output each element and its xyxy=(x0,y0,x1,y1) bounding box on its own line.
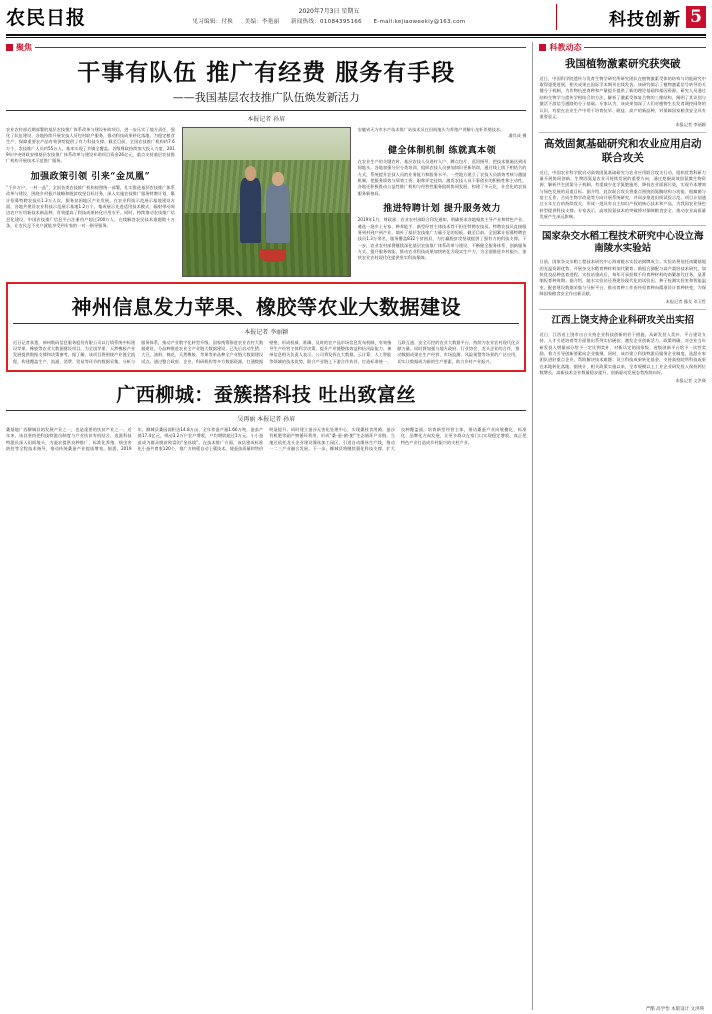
section-header xyxy=(556,4,706,30)
feature-byline: 本报记者 李丽颖 xyxy=(244,328,289,336)
third-byline: 吴再丽 本报记者 孙眉 xyxy=(237,416,296,424)
news-title: 高效固氮基础研究和农业应用启动联合攻关 xyxy=(543,138,702,164)
third-headline: 广西柳城：蚕簇搭科技 吐出致富丝 xyxy=(116,384,417,407)
news-byline: 本报记者 李丽颖 xyxy=(675,122,706,128)
news-body: 近日，江西省上饶市出台支持企业科技创新的若干措施，从研发投入奖补、平台建设支持、人才引进培育等方面推出系列实招硬招，激发企业创新活力。政策明确，对企业当年研发投入增量部分给予一定比例奖补，对新认定的国家级、省级创新平台给予一次性奖励，着力引导创新要素向企业集聚。同时，该市建立科技特派员服务企业制度，选派专家团队进驻重点企业，帮助解决技术难题；设立科技成果转化基金，支持高校院所科技成果在本地转化落地。据统计，相关政策实施以来，全市规模以上工业企业研发投入保持两位数增长，高新技术企业数量稳步提升，创新驱动发展态势持续向好。 xyxy=(539,331,706,376)
right-column xyxy=(532,42,706,1010)
news-title: 国家杂交水稻工程技术研究中心设立海南陵水实验站 xyxy=(541,230,704,254)
section-title: 科技创新 xyxy=(609,9,681,30)
news-body: 近日，中国农业科学院启动高效固氮基础研究与农业应用联合攻关行动，组织优势科研力量开展协同创新。生物固氮是农业可持续发展的重要方向，通过挖掘高效固氮微生物资源、解析共生固氮分子机制，有望减少化学氮肥施用，降低农业面源污染，实现节本增效与绿色发展的双重目标。据介绍，此次联合攻关将重点围绕固氮酶结构与功能、根瘤菌与宿主互作、合成生物学改造等方向开展系统研究，并同步推进田间试验示范。项目计划通过五年左右的持续攻关，形成一批具有自主知识产权的核心技术和产品，为我国农业绿色转型提供科技支撑。专家表示，高效固氮技术的突破将对保障粮食安全、推动农业高质量发展产生深远影响。 xyxy=(539,169,706,220)
square-marker-icon xyxy=(539,44,546,51)
left-column xyxy=(6,42,526,1010)
news-body: 日前，国家杂交水稻工程技术研究中心海南陵水实验站揭牌成立。实验站将依托南繁基地的光温资源优势，开展杂交水稻育种材料加代繁育、新组合测配与高产栽培技术研究，加快优良品种选育进程。实验站建成后，每年可承担数千份育种材料的南繁加代任务，显著缩短育种周期。据介绍，陵水实验站还将建设现代化的试验田、种子检测实验室和智能温室，配套建设数据采集与分析平台，推动育种工作由经验育种向精准设计育种转变，为保障国家粮食安全作出新贡献。 xyxy=(539,259,706,297)
lead-subtitle-2: 健全体制机制 练就真本领 xyxy=(387,145,497,156)
photo-person-left xyxy=(240,178,262,243)
photo-red-basin xyxy=(260,249,287,262)
news-body: 近日，中国科学院遗传与发育生物学研究所研究团队在植物激素受体的结构与功能研究中取得重要进展，相关成果在国际学术期刊在线发表。该研究揭示了植物激素信号转导的关键分子机制，为作物抗逆育种和产量提升提供了新的理论基础和基因资源。研究人员通过结构生物学与遗传学相结合的方法，解析了激素受体复合物的三维结构，阐明了其识别与激活下游信号通路的分子基础。专家认为，该成果加深了人们对植物生长发育调控网络的认识，有望在农业生产中用于培育抗旱、耐盐、高产的新品种，对保障国家粮食安全具有重要意义。 xyxy=(539,75,706,119)
news-column-header xyxy=(539,42,706,53)
divider xyxy=(539,225,706,226)
lead-paragraph-2: “千乡万户、一村一品”，全国各类农技推广机构按照统一部署，扎实推进基层农技推广体系改革与建设，围绕乡村振兴战略和脱贫攻坚目标任务，深入实施农技推广服务特聘计划，累计招募特聘农技员1.3万人次，服务贫困地区产业发展。在农业科技示范展示基地建设方面，各地共建设农业科技示范展示基地1.2万个，集成展示先进适用技术模式，辐射带动周边农户应用新技术新品种，有效提高了科技成果转化应用水平。同时，持续推动农技推广信息化建设，中国农技推广信息平台注册用户超过200万人，在线解答农民技术难题数十万条，让农民足不出户就能享受到专家的一对一指导服务。 xyxy=(6,184,175,229)
lead-headline: 干事有队伍 推广有经费 服务有手段 xyxy=(77,59,456,86)
news-label: 科教动态 xyxy=(549,43,582,52)
divider xyxy=(539,132,706,133)
focus-label: 聚焦 xyxy=(16,43,32,52)
feature-body xyxy=(13,340,519,366)
news-item xyxy=(539,231,706,306)
divider xyxy=(584,47,706,48)
page-body xyxy=(0,38,712,1010)
highlighted-article xyxy=(6,282,526,373)
square-marker-icon xyxy=(6,44,13,51)
news-byline: 本报记者 文洪瑛 xyxy=(675,378,706,384)
publication-date: 2020年7月3日 星期五 xyxy=(298,7,360,15)
masthead-center xyxy=(102,7,556,27)
page-footer-credit: 严酷 高学怡 本版设计 文洪瑛 xyxy=(645,1007,704,1012)
news-item xyxy=(539,138,706,220)
third-paragraph: 桑基地广西柳城县的发展产业之一，也是重要的扶贫产业之一。近年来，该县坚持把科技特派员制度与产业扶贫有机结合，选派科技特派员深入田间地头，为蚕农提供良种推广、标准化养殖、病虫害防控等全程技术指导，推动传统桑蚕产业提质增效。据悉，2019年，柳城县桑园面积达14.8万亩，全年养蚕产量1.66万吨，蚕茧产值17.4亿元，带动3.2万户农户增收，户均增收超过1万元，小小蚕茧成为群众脱贫致富的“金丝线”。在技术推广方面，该县建成标准化小蚕共育室120个，推广方格簇自动上簇技术，使蚕茧质量和售价明显提升。同时建立蚕沙无害化处理中心，实现桑枝食用菌、蚕沙有机肥等副产物循环利用，形成“桑-蚕-菌-肥”生态循环产业链。当地还依托龙头企业建设缫丝加工园区，引进自动缫丝生产线，推动一二三产业融合发展。下一步，柳城县将继续强化科技支撑，扩大良种覆盖面，培育新型经营主体，推动桑蚕产业向规模化、标准化、品牌化方向发展，让更多群众在家门口实现稳定增收，真正把特色产业打造成乡村振兴的支柱产业。 xyxy=(6,427,527,452)
photo-credit: 潘其成 摄 xyxy=(508,132,527,138)
lead-paragraph-1: 农业农村部近期部署的基层农技推广体系改革与建设补助项目，进一步压实了地方责任，强化了队伍建设，各地持续开展农技人员包村联户服务，推动科技成果转化落地，为稳定粮食生产、保障重要农产品有效供给提供了有力科技支撑。截至目前，全国农技推广机构约7.6万个，农技推广人员约55万人，基本实现了乡镇全覆盖。各级财政持续加大投入力度，2019年中央财政安排基层农技推广体系改革与建设补助项目资金26亿元，重点支持基层农技推广机构开展技术示范推广服务。 xyxy=(6,126,175,164)
lead-paragraph-4: 2019年1月，财政部、农业农村部联合印发通知，明确要求各地聚焦主导产业和特色产业，遴选一批乡土专家、种养能手、新型经营主体技术骨干担任特聘农技员。特聘农技员直接服务到村到户到产业，填补了基层农技推广力量不足的短板。截至目前，全国累计招募特聘农技员1.3万余名，服务覆盖832个贫困县，为打赢脱贫攻坚战提供了强有力的科技支撑。下一步，农业农村部将继续深化基层农技推广体系改革与建设，不断健全服务体系、创新服务方式、提升服务效能，推动农业科技成果加快转化为现实生产力，为全面推进乡村振兴、加快农业农村现代化提供坚实科技保障。 xyxy=(357,217,527,261)
lead-subtitle-1: 加强政策引领 引来“金凤凰” xyxy=(30,171,151,182)
photo-caption: 安徽省无为市水产技术推广站技术员在田间地头为养殖户讲解小龙虾养殖技术。 xyxy=(357,126,505,132)
feature-paragraph: 近日记者获悉，神州数码信息服务股份有限公司以行情系统中标建设苹果、橡胶等农业大数据建设项目，为全国苹果、天然橡胶产业发展提供数据支撑和决策参考。据了解，该项目将围绕产业链全流程，构建覆盖生产、流通、消费、贸易等环节的数据采集、分析与服务体系，推动产业数字化转型升级。国家统筹推进农业农村大数据建设，分品种推进农业全产业链大数据建设，已先后启动生猪、大豆、油料、棉花、天然橡胶、苹果等单品种全产业链大数据建设试点。通过整合政府、企业、科研机构等多方数据资源，打通数据壁垒，形成权威、准确、及时的农产品市场信息发布机制，有效指导生产经营主体科学决策，提升产业链整体效益和抗风险能力。神州信息相关负责人表示，公司将发挥在大数据、云计算、人工智能等领域的技术优势，联合产业链上下游合作伙伴，打造标准统一、互联互通、安全可控的农业大数据平台，持续为农业农村现代化贡献力量。同时将加强与地方政府、行业协会、龙头企业的合作，推动数据成果在生产经营、市场监测、风险预警等场景的广泛应用，切实让数据成为新的生产要素，助力乡村产业振兴。 xyxy=(13,339,520,364)
divider xyxy=(539,309,706,310)
lead-paragraph-3: 在农业生产的关键农时，基层农技人员进村入户、蹲点包片、巡回指导，把技术措施送到田间地头。各地加强分层分类培训，组织农技人员参加知识更新培训，通过线上线下相结合的方式，系统提升农技人员的业务能力和服务水平。一些地方建立了农技人员绩效考核与激励机制，把服务绩效与绩效工资、职称评定挂钩，激发农技人员干事创业的积极性和主动性。各地还积极推动公益性推广机构与经营性服务组织协同发展，构建了多元化、社会化的农技服务新格局。 xyxy=(357,158,527,196)
third-body xyxy=(6,427,526,453)
masthead xyxy=(0,0,712,34)
headline-rule xyxy=(6,110,526,111)
newspaper-logo: 农民日报 xyxy=(6,6,87,29)
lead-subhead: ——我国基层农技推广队伍焕发新活力 xyxy=(172,90,360,104)
feature-headline: 神州信息发力苹果、橡胶等农业大数据建设 xyxy=(71,294,461,319)
news-title: 江西上饶支持企业科研攻关出实招 xyxy=(551,315,694,327)
focus-column-header xyxy=(6,42,526,53)
news-byline: 本报记者 操戈 邓卫哲 xyxy=(665,299,706,305)
photo-person-right xyxy=(266,184,289,243)
third-rule xyxy=(6,410,526,411)
news-title: 我国植物激素研究获突破 xyxy=(564,58,681,70)
lead-article-body xyxy=(6,127,526,277)
lead-subtitle-3: 推进特聘计划 提升服务效力 xyxy=(383,204,501,215)
feature-rule xyxy=(13,323,519,324)
editorial-credits: 见习编辑：付换 美编：李艳丽 新闻热线：01084395166 E-mail:kejiaoweekly@163.com xyxy=(192,19,466,26)
news-item xyxy=(539,58,706,128)
divider xyxy=(35,47,526,48)
page-number: 5 xyxy=(686,6,706,28)
news-item xyxy=(539,315,706,384)
masthead-rule xyxy=(6,34,706,36)
lead-byline: 本报记者 孙眉 xyxy=(247,115,286,123)
article-photo xyxy=(182,127,351,277)
